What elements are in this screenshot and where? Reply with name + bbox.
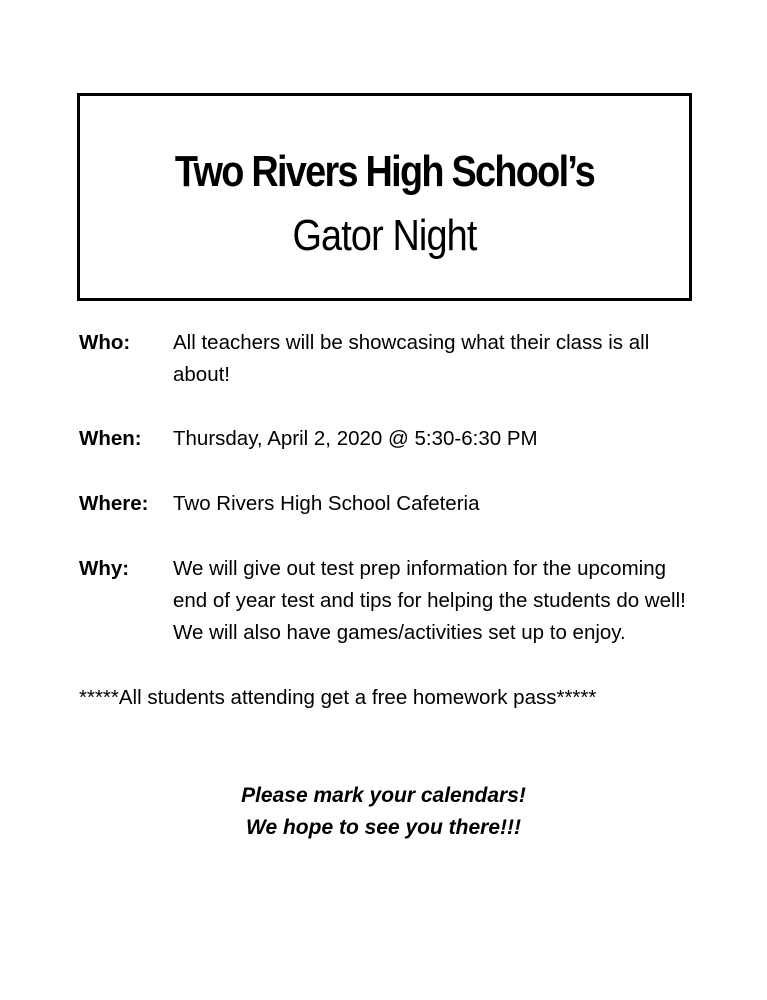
page-title: Two Rivers High School’s [174, 147, 595, 196]
why-label: Why: [79, 557, 130, 580]
where-label: Where: [79, 492, 149, 515]
when-label: When: [79, 427, 142, 450]
title-box [77, 93, 692, 301]
closing-line-1: Please mark your calendars! [241, 784, 526, 807]
closing-line-2: We hope to see you there!!! [246, 816, 521, 839]
page-subtitle: Gator Night [292, 211, 477, 260]
when-value: Thursday, April 2, 2020 @ 5:30-6:30 PM [173, 427, 538, 450]
homework-pass-note: *****All students attending get a free homework pass***** [79, 686, 597, 709]
who-label: Who: [79, 331, 131, 354]
where-value: Two Rivers High School Cafeteria [173, 492, 480, 515]
who-value: All teachers will be showcasing what their class is all about! [173, 331, 650, 386]
why-value: We will give out test prep information for the upcoming end of year test and tips for helping the students do well! We will also have games/activities set up to enjoy. [173, 557, 686, 644]
